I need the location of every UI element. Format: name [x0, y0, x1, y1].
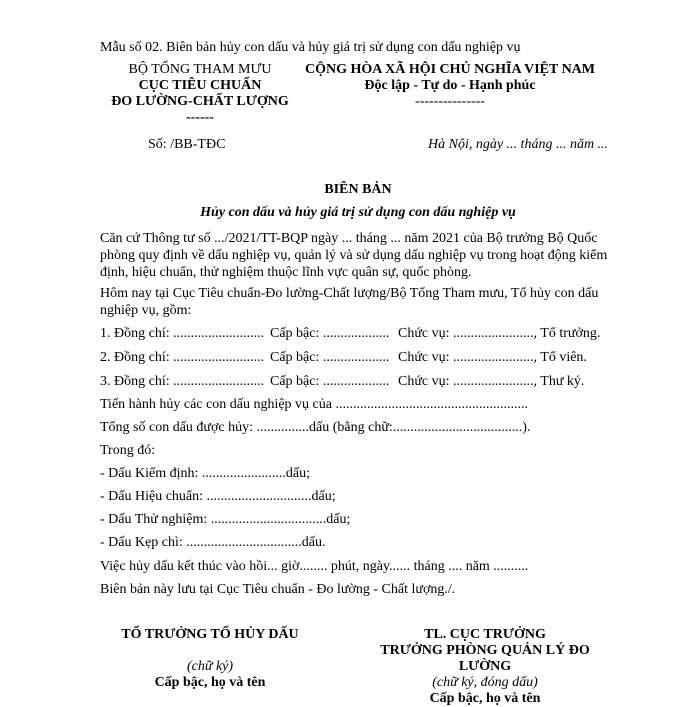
- member-name: 2. Đồng chí: ..........................: [100, 350, 265, 365]
- place-date: Hà Nội, ngày ... tháng ... năm ...: [428, 137, 609, 152]
- document-subtitle: Hủy con dấu và hủy giá trị sử dụng con dấu nghiệp vụ: [200, 205, 516, 220]
- agency-line-1: BỘ TỔNG THAM MƯU: [128, 62, 272, 77]
- signature-right: [370, 627, 600, 707]
- national-rule: ---------------: [415, 94, 485, 109]
- intro-paragraph: Hôm nay tại Cục Tiêu chuẩn-Đo lường-Chất lượng/Bộ Tổng Tham mưu, Tổ hủy con dấu nghiệp vụ, gồm:: [100, 286, 599, 318]
- seal-item: - Dấu Kiểm định: ........................dấu;: [100, 466, 310, 481]
- national-name: CỘNG HÒA XÃ HỘI CHỦ NGHĨA VIỆT NAM: [304, 62, 595, 77]
- among-label: Trong đó:: [100, 443, 156, 458]
- legal-basis: Căn cứ Thông tư số .../2021/TT-BQP ngày ... tháng ... năm 2021 của Bộ trưởng Bộ Quốc phòng quy định về dấu nghiệp vụ, quản lý và sử dụng dấu nghiệp vụ trong hoạt động kiểm định, hiệu chuẩn, thử nghiệm thuộc lĩnh vực quân sự, quốc phòng.: [100, 231, 608, 280]
- national-header: [300, 62, 600, 110]
- signature-right-name: Cấp bậc, họ và tên: [429, 691, 541, 706]
- agency-line-3: ĐO LƯỜNG-CHẤT LƯỢNG: [111, 94, 289, 109]
- signature-right-note: (chữ ký, đóng dấu): [432, 675, 538, 690]
- member-position: Chức vụ: ......................., Thư ký.: [398, 374, 585, 389]
- form-caption: Mẫu số 02. Biên bản hủy con dấu và hủy giá trị sử dụng con dấu nghiệp vụ: [100, 40, 521, 55]
- seal-item: - Dấu Hiệu chuẩn: ..............................dấu;: [100, 489, 336, 504]
- storage-line: Biên bản này lưu tại Cục Tiêu chuẩn - Đo lường - Chất lượng./.: [100, 582, 456, 597]
- signature-left: [110, 627, 310, 691]
- total-seals-line: Tổng số con dấu được hủy: ...............dấu (bằng chữ:.....................................).: [100, 420, 531, 435]
- seal-item: - Dấu Thử nghiệm: .................................dấu;: [100, 512, 351, 527]
- document-title: BIÊN BẢN: [324, 182, 392, 197]
- signature-left-title: TỔ TRƯỞNG TỔ HỦY DẤU: [121, 627, 299, 642]
- member-position: Chức vụ: ......................., Tổ trưởng.: [398, 326, 601, 341]
- signature-right-title-3: LƯỜNG: [458, 659, 512, 674]
- issuing-agency: [100, 62, 300, 126]
- national-motto: Độc lập - Tự do - Hạnh phúc: [364, 78, 536, 93]
- seal-item: - Dấu Kẹp chì: .................................dấu.: [100, 535, 326, 550]
- signature-left-note: (chữ ký): [186, 659, 234, 674]
- member-name: 3. Đồng chí: ..........................: [100, 374, 265, 389]
- signature-right-title-1: TL. CỤC TRƯỞNG: [424, 627, 546, 642]
- document-number: Số: /BB-TĐC: [148, 137, 226, 152]
- member-rank: Cấp bậc: ...................: [270, 350, 390, 365]
- member-position: Chức vụ: ......................., Tổ viên.: [398, 350, 587, 365]
- signature-right-title-2: TRƯỞNG PHÒNG QUẢN LÝ ĐO: [380, 643, 590, 658]
- member-name: 1. Đồng chí: ..........................: [100, 326, 265, 341]
- agency-line-2: CỤC TIÊU CHUẨN: [138, 78, 262, 93]
- agency-rule: ------: [186, 110, 214, 125]
- proceed-line: Tiến hành hủy các con dấu nghiệp vụ của .......................................................: [100, 397, 528, 412]
- signature-left-name: Cấp bậc, họ và tên: [154, 675, 266, 690]
- member-rank: Cấp bậc: ...................: [270, 326, 390, 341]
- member-rank: Cấp bậc: ...................: [270, 374, 390, 389]
- end-time-line: Việc hủy dấu kết thúc vào hồi... giờ........ phút, ngày...... tháng .... năm ..........: [100, 559, 529, 574]
